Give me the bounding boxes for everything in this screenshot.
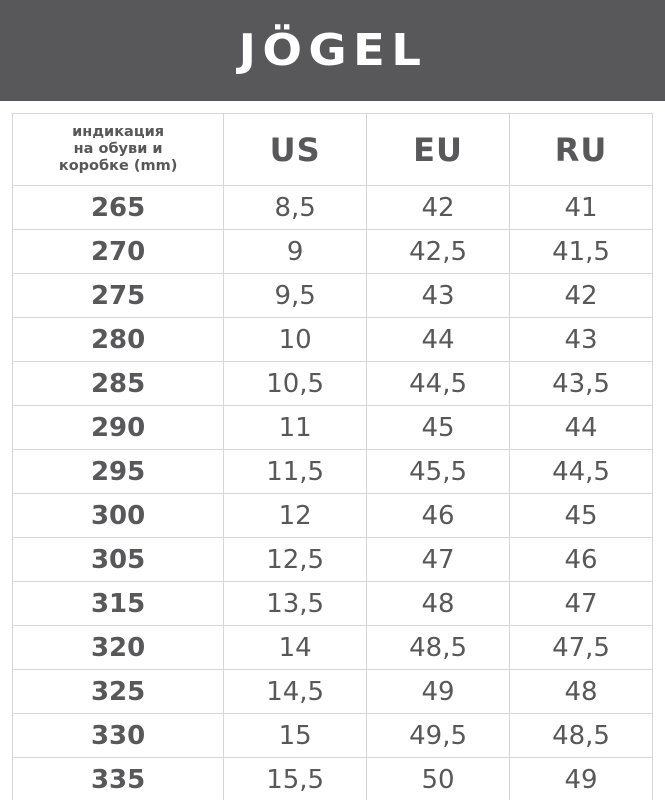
cell-ru: 43 [510, 318, 653, 362]
table-row [13, 758, 653, 800]
cell-mm: 295 [13, 450, 224, 494]
cell-us: 10 [224, 318, 367, 362]
cell-mm: 280 [13, 318, 224, 362]
cell-eu: 44,5 [367, 362, 510, 406]
table-row [13, 538, 653, 582]
cell-us: 12 [224, 494, 367, 538]
cell-eu: 44 [367, 318, 510, 362]
cell-mm: 275 [13, 274, 224, 318]
cell-us: 14,5 [224, 670, 367, 714]
table-row [13, 670, 653, 714]
cell-ru: 41 [510, 186, 653, 230]
table-row [13, 406, 653, 450]
cell-eu: 45 [367, 406, 510, 450]
cell-ru: 43,5 [510, 362, 653, 406]
cell-ru: 42 [510, 274, 653, 318]
column-header-mm [13, 114, 224, 186]
cell-us: 15,5 [224, 758, 367, 800]
cell-us: 11 [224, 406, 367, 450]
cell-mm: 330 [13, 714, 224, 758]
cell-eu: 42 [367, 186, 510, 230]
table-header [13, 114, 653, 186]
cell-eu: 42,5 [367, 230, 510, 274]
cell-ru: 47,5 [510, 626, 653, 670]
cell-mm: 265 [13, 186, 224, 230]
header-line-3: коробке (mm) [58, 158, 178, 175]
cell-ru: 47 [510, 582, 653, 626]
size-table [12, 113, 653, 800]
table-row [13, 230, 653, 274]
header-line-1: индикация [72, 123, 165, 140]
table-row [13, 450, 653, 494]
cell-ru: 44 [510, 406, 653, 450]
cell-eu: 48 [367, 582, 510, 626]
size-table-container [0, 101, 665, 800]
cell-ru: 46 [510, 538, 653, 582]
brand-logo: JÖGEL [238, 24, 427, 76]
cell-us: 14 [224, 626, 367, 670]
cell-mm: 300 [13, 494, 224, 538]
cell-mm: 305 [13, 538, 224, 582]
table-row [13, 714, 653, 758]
cell-us: 13,5 [224, 582, 367, 626]
cell-us: 9 [224, 230, 367, 274]
table-row [13, 362, 653, 406]
cell-eu: 48,5 [367, 626, 510, 670]
cell-eu: 45,5 [367, 450, 510, 494]
column-header-ru: RU [510, 114, 653, 186]
cell-us: 12,5 [224, 538, 367, 582]
cell-us: 8,5 [224, 186, 367, 230]
cell-mm: 335 [13, 758, 224, 800]
cell-eu: 43 [367, 274, 510, 318]
cell-eu: 49 [367, 670, 510, 714]
cell-ru: 48,5 [510, 714, 653, 758]
cell-ru: 45 [510, 494, 653, 538]
cell-eu: 50 [367, 758, 510, 800]
cell-eu: 49,5 [367, 714, 510, 758]
brand-header [0, 0, 665, 101]
table-row [13, 318, 653, 362]
cell-mm: 285 [13, 362, 224, 406]
cell-ru: 48 [510, 670, 653, 714]
cell-ru: 44,5 [510, 450, 653, 494]
cell-mm: 290 [13, 406, 224, 450]
cell-ru: 49 [510, 758, 653, 800]
table-row [13, 186, 653, 230]
cell-eu: 47 [367, 538, 510, 582]
cell-mm: 315 [13, 582, 224, 626]
cell-us: 11,5 [224, 450, 367, 494]
cell-eu: 46 [367, 494, 510, 538]
cell-us: 9,5 [224, 274, 367, 318]
column-header-us: US [224, 114, 367, 186]
cell-mm: 325 [13, 670, 224, 714]
header-row [13, 114, 653, 186]
table-row [13, 582, 653, 626]
table-row [13, 274, 653, 318]
cell-us: 10,5 [224, 362, 367, 406]
cell-us: 15 [224, 714, 367, 758]
cell-mm: 320 [13, 626, 224, 670]
header-line-2: на обуви и [73, 140, 163, 157]
cell-ru: 41,5 [510, 230, 653, 274]
column-header-eu: EU [367, 114, 510, 186]
table-row [13, 494, 653, 538]
table-row [13, 626, 653, 670]
cell-mm: 270 [13, 230, 224, 274]
table-body [13, 186, 653, 800]
